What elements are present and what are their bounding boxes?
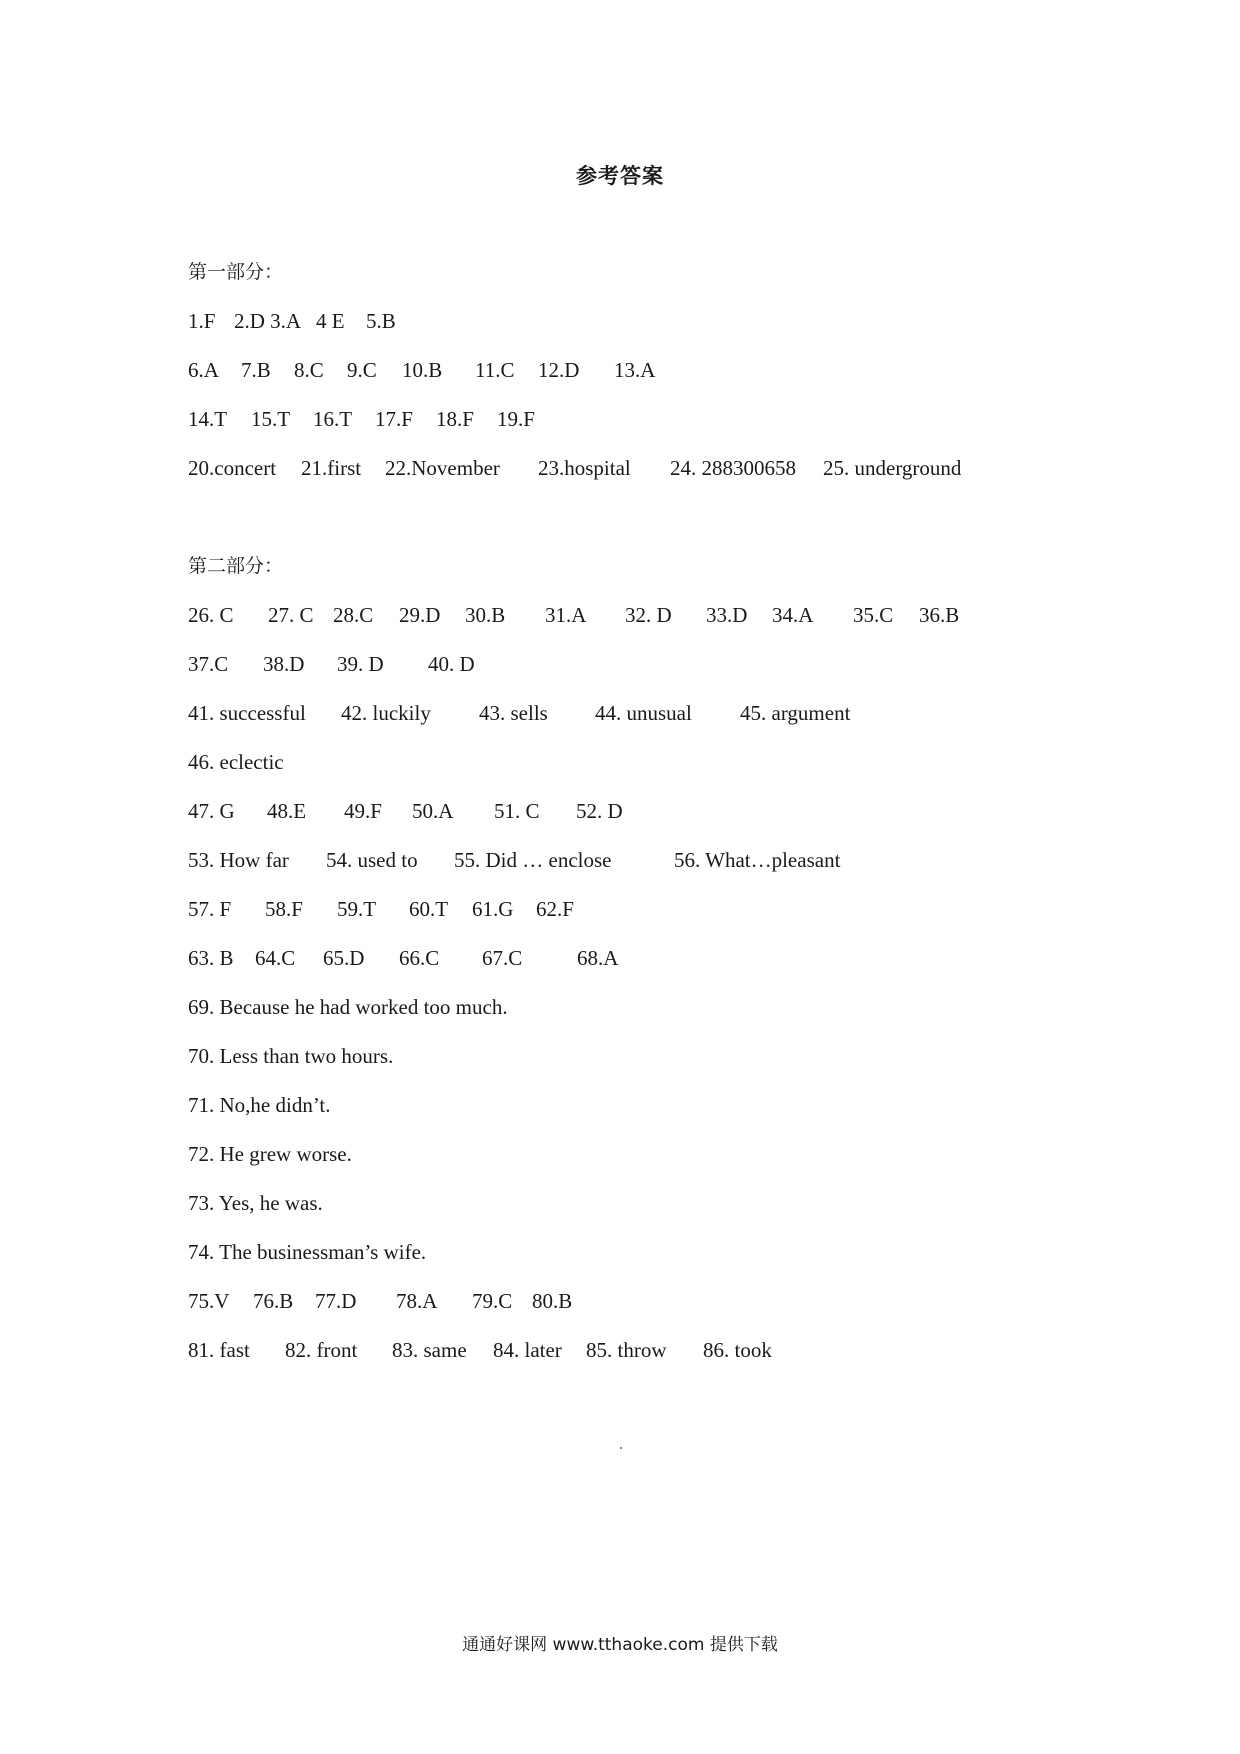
- answer-item: 1.F: [188, 309, 216, 333]
- answer-row: [188, 843, 1088, 892]
- answer-item: 66.C: [399, 946, 440, 970]
- answer-item: 40. D: [428, 652, 475, 676]
- answer-row: [188, 1088, 1088, 1137]
- answer-item: 79.C: [472, 1289, 513, 1313]
- answer-item: 75.V: [188, 1289, 230, 1313]
- answer-item: 56. What…pleasant: [674, 848, 841, 872]
- answer-item: 46. eclectic: [188, 750, 284, 774]
- answer-item: 44. unusual: [595, 701, 692, 725]
- answer-item: 70. Less than two hours.: [188, 1044, 394, 1068]
- answer-row: [188, 353, 1088, 402]
- answer-row: [188, 1235, 1088, 1284]
- answer-item: 45. argument: [740, 701, 851, 725]
- answer-item: 85. throw: [586, 1338, 667, 1362]
- answer-item: 17.F: [375, 407, 413, 431]
- stray-dot: [620, 1447, 622, 1449]
- answer-item: 30.B: [465, 603, 506, 627]
- answer-item: 31.A: [545, 603, 587, 627]
- answer-item: 72. He grew worse.: [188, 1142, 352, 1166]
- answer-item: 67.C: [482, 946, 523, 970]
- answer-item: 78.A: [396, 1289, 438, 1313]
- answer-row: [188, 990, 1088, 1039]
- answer-item: 21.first: [301, 456, 362, 480]
- answer-item: 4 E: [316, 309, 345, 333]
- answer-row: [188, 451, 1088, 500]
- answer-item: 50.A: [412, 799, 454, 823]
- answer-row: [188, 1284, 1088, 1333]
- answer-item: 48.E: [267, 799, 307, 823]
- answer-item: 54. used to: [326, 848, 418, 872]
- answer-item: 68.A: [577, 946, 619, 970]
- answer-item: 53. How far: [188, 848, 289, 872]
- answer-item: 32. D: [625, 603, 672, 627]
- answer-item: 23.hospital: [538, 456, 631, 480]
- answer-item: 63. B: [188, 946, 234, 970]
- answer-item: 9.C: [347, 358, 377, 382]
- page-title: 参考答案: [576, 164, 664, 188]
- answer-item: 10.B: [402, 358, 443, 382]
- answer-item: 64.C: [255, 946, 296, 970]
- answer-item: 65.D: [323, 946, 365, 970]
- answer-item: 2.D 3.A: [234, 309, 302, 333]
- answer-item: 37.C: [188, 652, 229, 676]
- answer-row: [188, 1333, 1088, 1382]
- part2-heading: 第二部分：: [188, 555, 284, 577]
- answer-item: 33.D: [706, 603, 748, 627]
- answer-item: 16.T: [313, 407, 353, 431]
- answer-item: 35.C: [853, 603, 894, 627]
- answer-item: 52. D: [576, 799, 623, 823]
- answer-item: 41. successful: [188, 701, 306, 725]
- answer-item: 18.F: [436, 407, 474, 431]
- answer-item: 29.D: [399, 603, 441, 627]
- answer-row: [188, 402, 1088, 451]
- answer-row: [188, 304, 1088, 353]
- answer-item: 59.T: [337, 897, 377, 921]
- answer-item: 12.D: [538, 358, 580, 382]
- answer-item: 14.T: [188, 407, 228, 431]
- answer-row: [188, 647, 1088, 696]
- answer-item: 43. sells: [479, 701, 548, 725]
- answer-item: 19.F: [497, 407, 535, 431]
- answer-item: 47. G: [188, 799, 235, 823]
- answer-item: 84. later: [493, 1338, 562, 1362]
- answer-item: 61.G: [472, 897, 514, 921]
- answer-item: 82. front: [285, 1338, 358, 1362]
- answer-content: [188, 255, 1088, 1382]
- answer-row: [188, 598, 1088, 647]
- answer-row: [188, 745, 1088, 794]
- answer-item: 24. 288300658: [670, 456, 796, 480]
- answer-item: 28.C: [333, 603, 374, 627]
- answer-item: 49.F: [344, 799, 382, 823]
- answer-item: 58.F: [265, 897, 303, 921]
- answer-item: 42. luckily: [341, 701, 431, 725]
- answer-row: [188, 1186, 1088, 1235]
- answer-item: 36.B: [919, 603, 960, 627]
- answer-item: 7.B: [241, 358, 271, 382]
- answer-item: 34.A: [772, 603, 814, 627]
- answer-row: [188, 941, 1088, 990]
- answer-item: 5.B: [366, 309, 396, 333]
- answer-item: 77.D: [315, 1289, 357, 1313]
- answer-item: 69. Because he had worked too much.: [188, 995, 508, 1019]
- answer-row: [188, 892, 1088, 941]
- answer-item: 6.A: [188, 358, 219, 382]
- answer-item: 26. C: [188, 603, 234, 627]
- answer-item: 13.A: [614, 358, 656, 382]
- answer-item: 38.D: [263, 652, 305, 676]
- answer-item: 57. F: [188, 897, 232, 921]
- footer-source: 通通好课网 www.tthaoke.com 提供下载: [462, 1635, 778, 1655]
- answer-item: 62.F: [536, 897, 574, 921]
- answer-item: 20.concert: [188, 456, 277, 480]
- answer-item: 76.B: [253, 1289, 294, 1313]
- answer-item: 60.T: [409, 897, 449, 921]
- part1-heading: 第一部分：: [188, 261, 284, 283]
- answer-item: 71. No,he didn’t.: [188, 1093, 331, 1117]
- answer-item: 81. fast: [188, 1338, 250, 1362]
- answer-item: 73. Yes, he was.: [188, 1191, 323, 1215]
- answer-item: 39. D: [337, 652, 384, 676]
- answer-item: 22.November: [385, 456, 500, 480]
- answer-item: 11.C: [475, 358, 515, 382]
- answer-row: [188, 794, 1088, 843]
- answer-item: 27. C: [268, 603, 314, 627]
- answer-row: [188, 1039, 1088, 1088]
- answer-item: 86. took: [703, 1338, 772, 1362]
- answer-item: 55. Did … enclose: [454, 848, 612, 872]
- answer-item: 74. The businessman’s wife.: [188, 1240, 427, 1264]
- section-spacer: [188, 500, 1088, 549]
- answer-item: 83. same: [392, 1338, 467, 1362]
- answer-item: 80.B: [532, 1289, 573, 1313]
- answer-item: 15.T: [251, 407, 291, 431]
- answer-row: [188, 696, 1088, 745]
- answer-item: 8.C: [294, 358, 324, 382]
- answer-item: 25. underground: [823, 456, 962, 480]
- answer-row: [188, 1137, 1088, 1186]
- answer-item: 51. C: [494, 799, 540, 823]
